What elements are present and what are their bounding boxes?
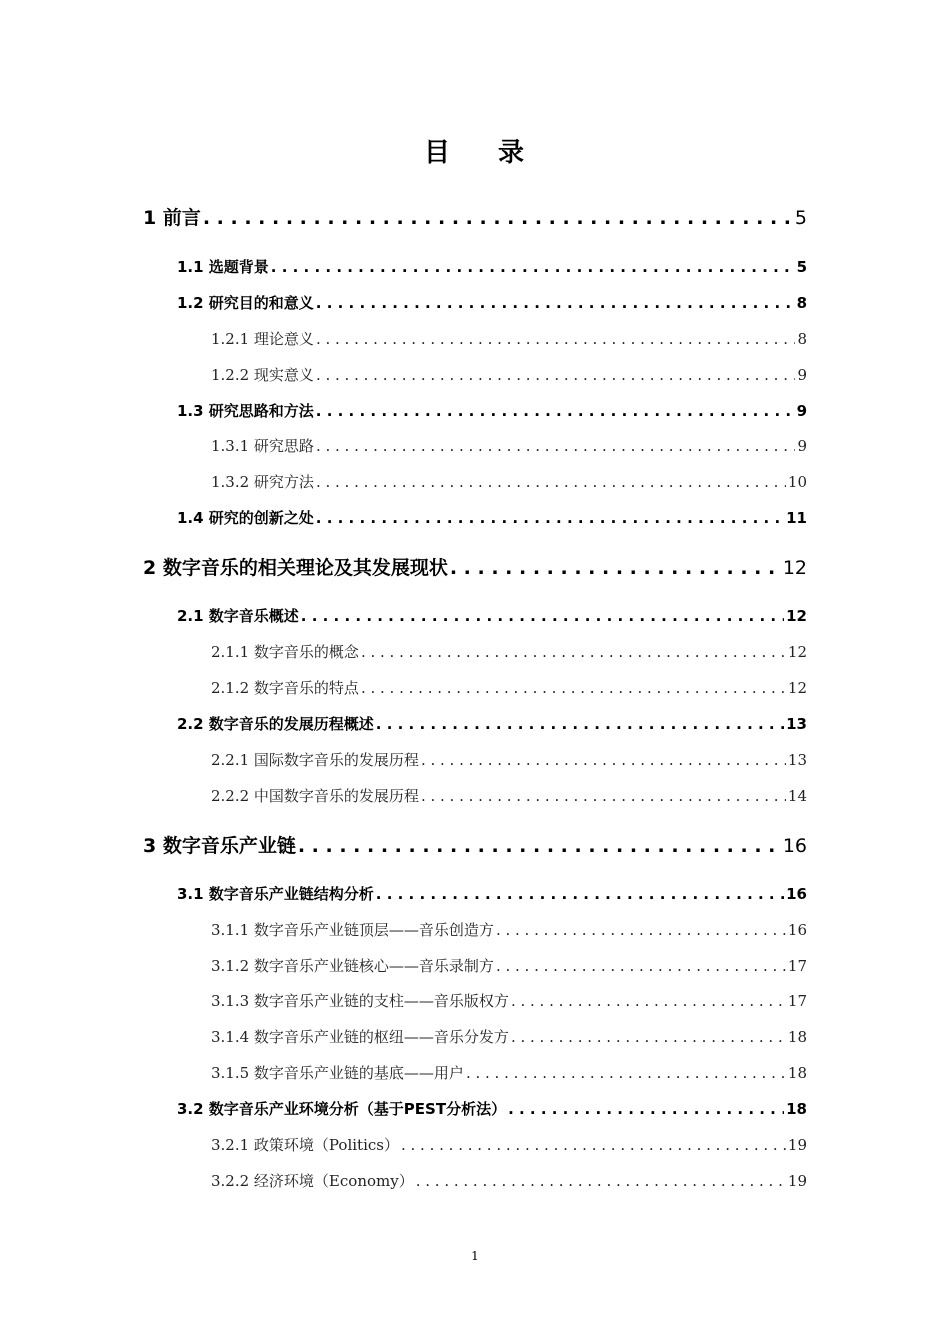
toc-leader [316,473,786,491]
toc-page-number: 16 [787,921,807,939]
toc-entry-label: 2 数字音乐的相关理论及其发展现状 [143,557,448,579]
toc-page-number: 9 [796,402,807,420]
toc-leader [298,835,781,857]
toc-entry-label: 3.1.4 数字音乐产业链的枢纽——音乐分发方 [211,1028,509,1046]
toc-entry-label: 1.1 选题背景 [177,258,269,276]
toc-entry-label: 2.2 数字音乐的发展历程概述 [177,715,374,733]
toc-entry[interactable] [211,955,807,976]
toc-entry[interactable] [211,435,807,456]
toc-page-number: 19 [787,1172,807,1190]
toc-entry[interactable] [211,677,807,698]
toc-leader [271,258,795,276]
toc-entry[interactable] [177,883,807,904]
toc-entry-label: 1.2 研究目的和意义 [177,294,314,312]
toc-entry-label: 3.2.2 经济环境（Economy） [211,1172,414,1190]
toc-entry-label: 3 数字音乐产业链 [143,835,296,857]
toc-entry-label: 3.1.1 数字音乐产业链顶层——音乐创造方 [211,921,494,939]
toc-entry-label: 3.1.2 数字音乐产业链核心——音乐录制方 [211,957,494,975]
toc-page-number: 12 [786,607,807,625]
toc-entry-label: 3.2.1 政策环境（Politics） [211,1136,399,1154]
toc-entry[interactable] [211,471,807,492]
toc-leader [496,957,786,975]
toc-entry[interactable] [211,749,807,770]
toc-page-number: 14 [787,787,807,805]
toc-leader [511,992,786,1010]
toc-entry[interactable] [177,713,807,734]
toc-page-number: 16 [786,885,807,903]
toc-entry[interactable] [143,831,807,858]
toc-entry[interactable] [177,256,807,277]
toc-page-number: 17 [787,957,807,975]
toc-page-number: 18 [786,1100,807,1118]
toc-page-number: 9 [797,437,807,455]
toc-entry-label: 2.2.1 国际数字音乐的发展历程 [211,751,419,769]
toc-leader [203,207,793,229]
toc-page-number: 12 [787,643,807,661]
toc-entry[interactable] [177,292,807,313]
toc-entry-label: 2.1.2 数字音乐的特点 [211,679,359,697]
toc-page-number: 13 [787,751,807,769]
toc-entry-label: 1.2.1 理论意义 [211,330,314,348]
toc-entry[interactable] [211,990,807,1011]
toc-page-number: 5 [796,258,807,276]
toc-entry-label: 3.2 数字音乐产业环境分析（基于PEST分析法） [177,1100,507,1118]
toc-entry-label: 1 前言 [143,207,201,229]
toc-leader [508,1100,784,1118]
toc-entry-label: 2.1 数字音乐概述 [177,607,299,625]
toc-page-number: 8 [797,330,807,348]
toc-leader [316,509,784,527]
title-char-1: 目 [423,138,452,168]
toc-page-number: 5 [794,207,807,229]
toc-leader [376,885,784,903]
toc-page-number: 19 [787,1136,807,1154]
toc-entry[interactable] [211,785,807,806]
toc-entry[interactable] [211,1170,807,1191]
toc-entry[interactable] [177,1098,807,1119]
toc-page-number: 12 [787,679,807,697]
toc-entry-label: 3.1 数字音乐产业链结构分析 [177,885,374,903]
toc-entry[interactable] [211,641,807,662]
toc-entry[interactable] [211,919,807,940]
toc-leader [450,557,781,579]
toc-entry[interactable] [211,1062,807,1083]
toc-leader [316,330,796,348]
toc-leader [301,607,784,625]
toc-leader [416,1172,786,1190]
toc-entry[interactable] [211,1026,807,1047]
toc-entry[interactable] [211,1134,807,1155]
toc-entry[interactable] [177,605,807,626]
toc-page-number: 18 [787,1064,807,1082]
toc-entry[interactable] [211,364,807,385]
toc-leader [496,921,786,939]
toc-entry[interactable] [211,328,807,349]
toc-entry-label: 1.2.2 现实意义 [211,366,314,384]
toc-entry-label: 2.2.2 中国数字音乐的发展历程 [211,787,419,805]
toc-page-number: 13 [786,715,807,733]
toc-leader [316,294,795,312]
toc-page-number: 17 [787,992,807,1010]
toc-entry-label: 1.4 研究的创新之处 [177,509,314,527]
toc-entry[interactable] [143,553,807,580]
toc-leader [421,751,786,769]
toc-leader [466,1064,786,1082]
title-char-2: 录 [498,138,527,168]
toc-entry-label: 1.3 研究思路和方法 [177,402,314,420]
toc-leader [376,715,784,733]
toc-leader [421,787,786,805]
toc-page-number: 9 [797,366,807,384]
toc-entry-label: 2.1.1 数字音乐的概念 [211,643,359,661]
toc-leader [401,1136,786,1154]
toc-leader [511,1028,786,1046]
toc-page-number: 18 [787,1028,807,1046]
toc-entry-label: 1.3.1 研究思路 [211,437,314,455]
page-footer-number: 1 [471,1249,479,1263]
toc-entry[interactable] [177,507,807,528]
toc-entry-label: 1.3.2 研究方法 [211,473,314,491]
toc-leader [361,679,786,697]
toc-leader [316,402,795,420]
toc-page-number: 10 [787,473,807,491]
toc-entry[interactable] [143,203,807,230]
toc-page-number: 8 [796,294,807,312]
page-title [0,132,950,169]
toc-leader [316,366,796,384]
toc-entry[interactable] [177,400,807,421]
toc-leader [316,437,796,455]
toc-page-number: 12 [782,557,807,579]
toc-page-number: 11 [786,509,807,527]
toc-entry-label: 3.1.5 数字音乐产业链的基底——用户 [211,1064,464,1082]
toc-page-number: 16 [782,835,807,857]
toc-leader [361,643,786,661]
toc-entry-label: 3.1.3 数字音乐产业链的支柱——音乐版权方 [211,992,509,1010]
